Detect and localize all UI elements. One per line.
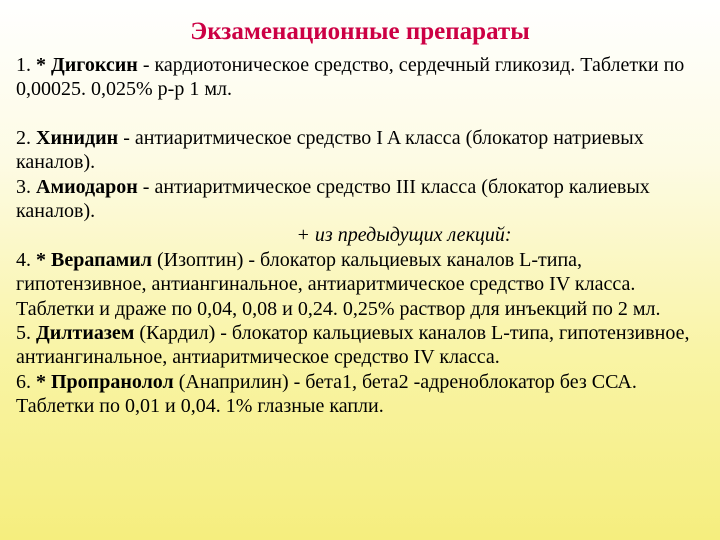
drug-name: Пропранолол	[51, 370, 174, 393]
item-number: 6.	[16, 370, 31, 393]
drug-description: - антиаритмическое средство I A класса (блокатор натриевых каналов).	[16, 126, 644, 174]
drug-name: Амиодарон	[36, 175, 138, 198]
drug-trade-name: (Кардил)	[134, 322, 216, 345]
item-star: *	[36, 54, 51, 76]
drug-list	[16, 53, 712, 419]
list-item	[16, 126, 712, 175]
drug-name: Дигоксин	[51, 54, 138, 76]
item-number: 5.	[16, 322, 31, 345]
item-star: *	[36, 248, 51, 271]
drug-name: Верапамил	[51, 248, 152, 271]
section-note	[16, 223, 712, 247]
drug-description: - блокатор кальциевых каналов L-типа, гипотензивное, антиангинальное, антиаритмическое средство IV класса.	[16, 322, 690, 369]
spacer	[16, 102, 712, 126]
drug-description: - кардиотоническое средство, сердечный гликозид. Таблетки по 0,00025. 0,025% р-р 1 мл.	[16, 54, 685, 101]
drug-name: Дилтиазем	[36, 322, 135, 345]
note-text: + из предыдущих лекций:	[296, 224, 512, 247]
drug-trade-name: (Изоптин)	[151, 248, 244, 271]
list-item	[16, 248, 712, 321]
drug-description: - бета1, бета2 -адреноблокатор без ССА. Таблетки по 0,01 и 0,04. 1% глазные капли.	[16, 370, 637, 418]
list-item	[16, 53, 712, 102]
list-item	[16, 321, 712, 370]
drug-description: - антиаритмическое средство III класса (блокатор калиевых каналов).	[16, 175, 650, 223]
item-number: 1.	[16, 54, 31, 76]
item-number: 3.	[16, 175, 31, 198]
slide-title: Экзаменационные препараты	[190, 18, 530, 45]
item-star: *	[36, 370, 51, 393]
drug-description: - блокатор кальциевых каналов L-типа, гипотензивное, антиангинальное, антиаритмическое средство IV класса. Таблетки и драже по 0,04, 0,08 и 0,24. 0,25% раствор для инъекций по 2 мл.	[16, 248, 661, 320]
item-number: 4.	[16, 248, 31, 271]
drug-name: Хинидин	[36, 126, 119, 149]
drug-trade-name: (Анаприлин)	[173, 370, 289, 393]
list-item	[16, 370, 712, 419]
list-item	[16, 175, 712, 224]
item-number: 2.	[16, 126, 31, 149]
